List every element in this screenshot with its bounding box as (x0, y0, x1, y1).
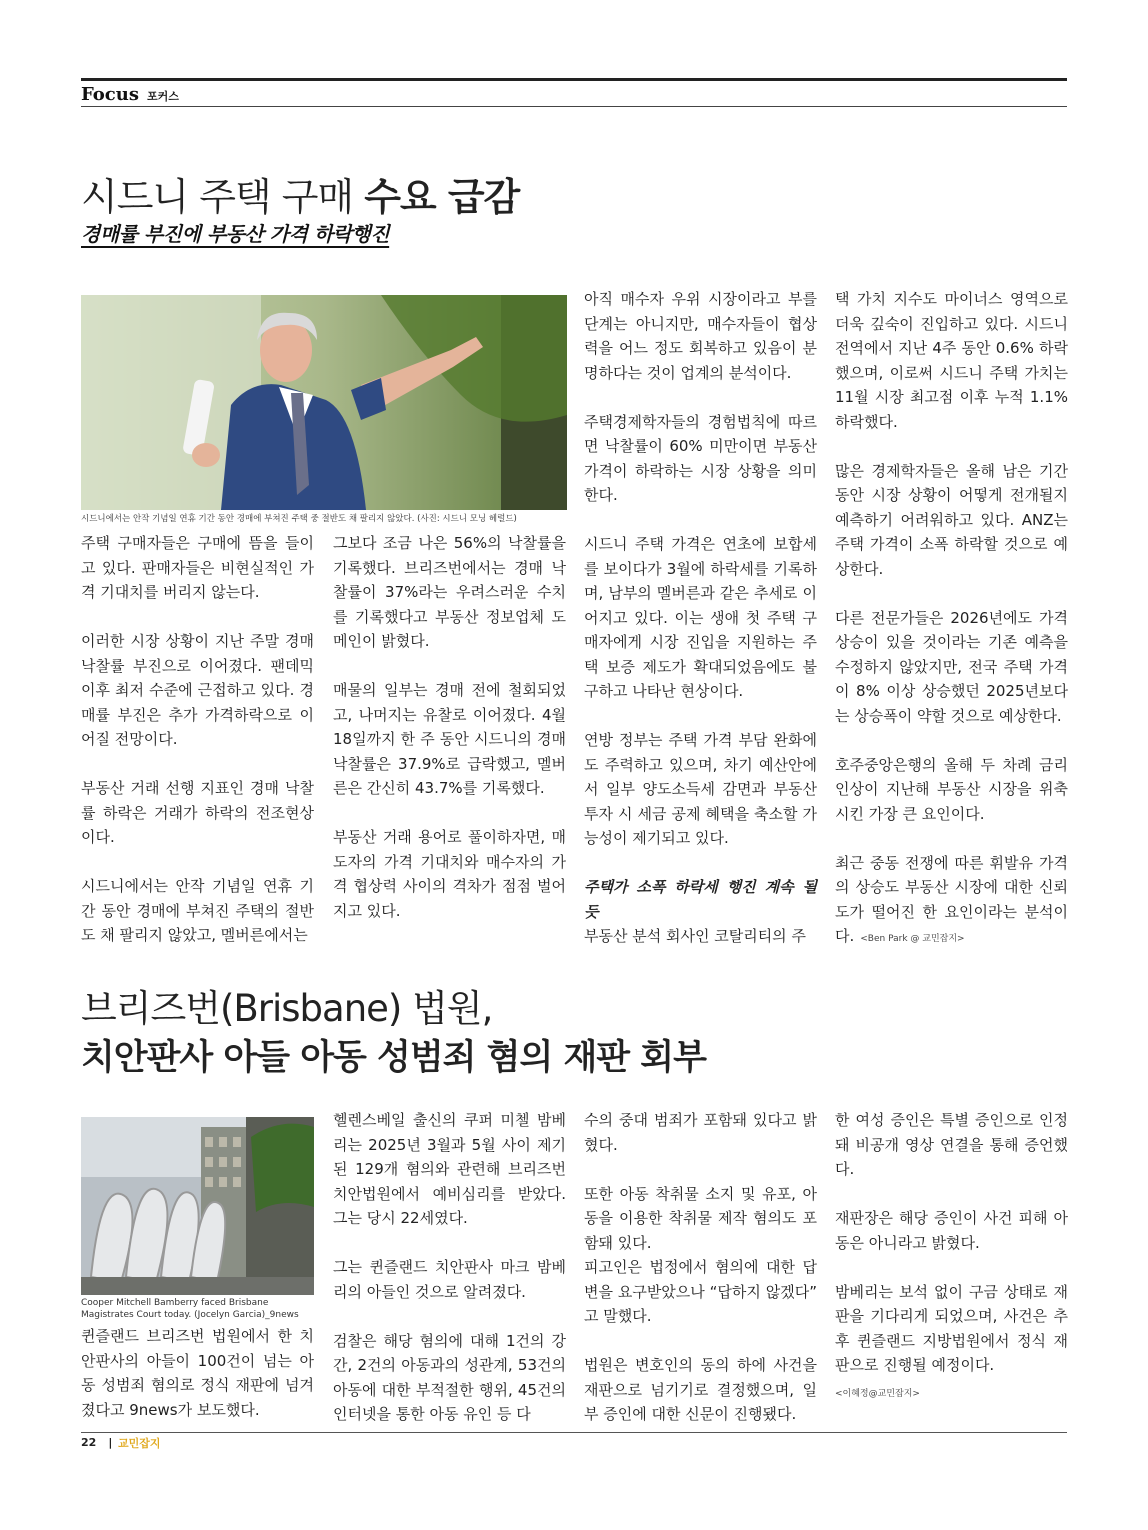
article2-photo-caption: Cooper Mitchell Bamberry faced Brisbane Magistrates Court today. (Jocelyn Garcia)_9news (81, 1298, 299, 1320)
header-rule-bottom (81, 106, 1067, 107)
article2-title-line2: 치안판사 아들 아동 성범죄 혐의 재판 회부 (81, 1038, 706, 1078)
paragraph: 부동산 거래 선행 지표인 경매 낙찰률 하락은 거래가 하락의 전조현상이다. (81, 779, 314, 846)
paragraph: 법원은 변호인의 동의 하에 사건을 재판으로 넘기기로 결정했으며, 일부 증인에 대한 신문이 진행됐다. (584, 1356, 817, 1423)
paragraph: 호주중앙은행의 올해 두 차례 금리 인상이 지난해 부동산 시장을 위축시킨 가장 큰 요인이다. (835, 755, 1068, 823)
section-label (81, 84, 179, 105)
paragraph: 그보다 조금 나은 56%의 낙찰률을 기록했다. 브리즈번에서는 경매 낙찰률이 37%라는 우려스러운 수치를 기록했다고 부동산 정보업체 도메인이 밝혔다. (333, 534, 566, 650)
paragraph: 또한 아동 착취물 소지 및 유포, 아동을 이용한 착취물 제작 혐의도 포함돼 있다. (584, 1184, 817, 1252)
magazine-logo: 교민잡지 (118, 1437, 161, 1450)
article2-column-2 (333, 1108, 566, 1427)
page-number: 22 | (81, 1436, 113, 1449)
paragraph: 주택 구매자들은 구매에 뜸을 들이고 있다. 판매자들은 비현실적인 가격 기대치를 버리지 않는다. (81, 534, 314, 601)
article2-column-1 (81, 1324, 314, 1422)
article2-photo (81, 1117, 314, 1295)
article1-column-1 (81, 531, 314, 948)
paragraph: 주택경제학자들의 경험법칙에 따르면 낙찰률이 60% 미만이면 부동산 가격이 하락하는 시장 상황을 의미한다. (584, 412, 817, 504)
article1-column-4 (835, 287, 1068, 952)
section-label-ko: 포커스 (146, 90, 179, 103)
paragraph: 다른 전문가들은 2026년에도 가격 상승이 있을 것이라는 기존 예측을 수정하지 않았지만, 전국 주택 가격이 8% 이상 상승했던 2025년보다는 상승폭이 약할 것으로 예상한다. (835, 608, 1068, 725)
article1-credit: <Ben Park @ 교민잡지> (860, 934, 965, 944)
paragraph: 헬렌스베일 출신의 쿠퍼 미첼 밤베리는 2025년 3월과 5월 사이 제기된 129개 혐의와 관련해 브리즈번 치안법원에서 예비심리를 받았다. 그는 당시 22세였다. (333, 1111, 566, 1227)
paragraph: 최근 중동 전쟁에 따른 휘발유 가격의 상승도 부동산 시장에 대한 신뢰도가 떨어진 한 요인이라는 분석이다. <Ben Park @ 교민잡지> (835, 853, 1068, 945)
header-rule-top (81, 78, 1067, 81)
paragraph: 시드니 주택 가격은 연초에 보합세를 보이다가 3월에 하락세를 기록하며, 남부의 멜버른과 같은 추세로 이어지고 있다. 이는 생애 첫 주택 구매자에게 시장 진입을 지원하는 주택 보증 제도가 확대되었음에도 불구하고 나타난 현상이다. (584, 535, 817, 700)
paragraph: 아직 매수자 우위 시장이라고 부를 단계는 아니지만, 매수자들이 협상력을 어느 정도 회복하고 있음이 분명하다는 것이 업계의 분석이다. (584, 290, 817, 382)
article2-column-3 (584, 1108, 817, 1427)
article1-title: 시드니 주택 구매 수요 급감 (81, 175, 520, 219)
paragraph: 매물의 일부는 경매 전에 철회되었고, 나머지는 유찰로 이어졌다. 4월 18일까지 한 주 동안 시드니의 경매 낙찰률은 37.9%로 급락했고, 멜버른은 간신히 43.7%를 기록했다. (333, 681, 566, 797)
paragraph: 퀸즐랜드 브리즈번 법원에서 한 치안판사의 아들이 100건이 넘는 아동 성범죄 혐의로 정식 재판에 넘겨졌다고 9news가 보도했다. (81, 1327, 314, 1419)
paragraph: 재판장은 해당 증인이 사건 피해 아동은 아니라고 밝혔다. (835, 1209, 1068, 1252)
paragraph: 검찰은 해당 혐의에 대해 1건의 강간, 2건의 아동과의 성관계, 53건의 아동에 대한 부적절한 행위, 45건의 인터넷을 통한 아동 유인 등 다 (333, 1331, 566, 1423)
article1-subtitle: 경매률 부진에 부동산 가격 하락행진 (81, 222, 390, 246)
article1-column-2 (333, 531, 566, 923)
article1-photo-caption: 시드니에서는 안작 기념일 연휴 기간 동안 경매에 부쳐진 주택 중 절반도 채 팔리지 않았다. (사진: 시드니 모닝 헤럴드) (81, 514, 517, 524)
paragraph: 시드니에서는 안작 기념일 연휴 기간 동안 경매에 부쳐진 주택의 절반도 채 팔리지 않았고, 멜버른에서는 (81, 877, 314, 944)
article1-subheading: 주택가 소폭 하락세 행진 계속 될 듯 (584, 878, 817, 921)
paragraph: 부동산 거래 용어로 풀이하자면, 매도자의 가격 기대치와 매수자의 가격 협상력 사이의 격차가 점점 벌어지고 있다. (333, 828, 566, 920)
paragraph: 이러한 시장 상황이 지난 주말 경매 낙찰률 부진으로 이어졌다. 팬데믹 이후 최저 수준에 근접하고 있다. 경매률 부진은 추가 가격하락으로 이어질 전망이다. (81, 632, 314, 748)
article2-title-line1: 브리즈번(Brisbane) 법원, (81, 987, 493, 1030)
paragraph: 피고인은 법정에서 혐의에 대한 답변을 요구받았으나 “답하지 않겠다” 고 말했다. (584, 1258, 817, 1325)
article1-photo (81, 295, 567, 510)
article1-column-3 (584, 287, 817, 949)
paragraph: 한 여성 증인은 특별 증인으로 인정돼 비공개 영상 연결을 통해 증언했다. (835, 1111, 1068, 1178)
footer-rule (81, 1432, 1067, 1433)
paragraph: 밤베리는 보석 없이 구금 상태로 재판을 기다리게 되었으며, 사건은 추후 퀸즐랜드 지방법원에서 정식 재판으로 진행될 예정이다. (835, 1282, 1068, 1374)
section-label-en: Focus (81, 84, 139, 105)
paragraph: 연방 정부는 주택 가격 부담 완화에도 주력하고 있으며, 차기 예산안에서 일부 양도소득세 감면과 부동산 투자 시 세금 공제 혜택을 축소할 가능성이 제기되고 있다. (584, 731, 817, 847)
paragraph: 많은 경제학자들은 올해 남은 기간 동안 시장 상황이 어떻게 전개될지 예측하기 어려워하고 있다. ANZ는 주택 가격이 소폭 하락할 것으로 예상한다. (835, 461, 1068, 578)
paragraph: 택 가치 지수도 마이너스 영역으로 더욱 깊숙이 진입하고 있다. 시드니 전역에서 지난 4주 동안 0.6% 하락했으며, 이로써 시드니 주택 가치는 11월 시장 최고점 이후 누적 1.1% 하락했다. (835, 290, 1068, 431)
paragraph: 부동산 분석 회사인 코탈리티의 주 (584, 927, 806, 945)
paragraph: 그는 퀸즐랜드 치안판사 마크 밤베리의 아들인 것으로 알려졌다. (333, 1258, 566, 1301)
article2-column-4 (835, 1108, 1068, 1406)
paragraph: 수의 중대 범죄가 포함돼 있다고 밝혔다. (584, 1111, 817, 1154)
article2-credit: <이혜정@교민잡지> (835, 1388, 920, 1399)
